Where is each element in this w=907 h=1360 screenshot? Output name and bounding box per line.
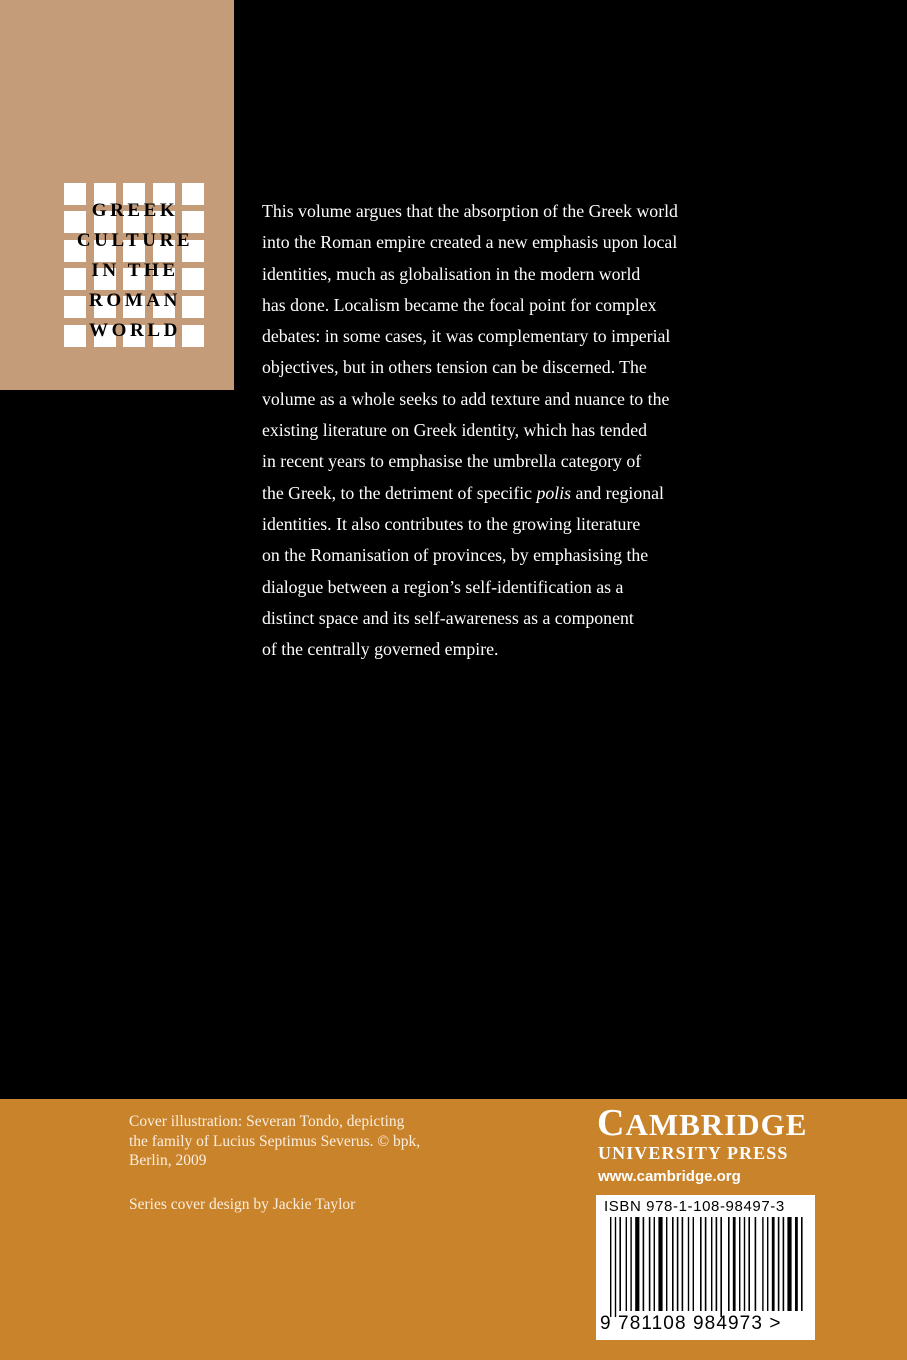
- barcode-digits: 9 781108 984973 >: [600, 1313, 782, 1334]
- blurb-line-part: the Greek, to the detriment of specific: [262, 482, 537, 503]
- publisher-initial: C: [597, 1102, 626, 1144]
- series-title-line: ROMAN: [89, 290, 181, 311]
- barcode-bar: [649, 1217, 651, 1311]
- barcode-bar: [700, 1217, 702, 1311]
- publisher-url: www.cambridge.org: [598, 1168, 741, 1185]
- blurb-line: on the Romanisation of provinces, by emphasising the: [262, 545, 649, 566]
- barcode-bar: [716, 1217, 718, 1311]
- blurb-line: dialogue between a region’s self-identification as a: [262, 576, 624, 597]
- barcode-bar: [783, 1217, 785, 1311]
- series-title: [64, 196, 206, 346]
- barcode-bar: [693, 1217, 694, 1311]
- blurb-line: identities, much as globalisation in the modern world: [262, 263, 641, 284]
- publisher-name-rest: AMBRIDGE: [625, 1107, 808, 1142]
- cover-credits: [129, 1112, 489, 1214]
- blurb-line: into the Roman empire created a new emphasis upon local: [262, 232, 678, 253]
- barcode-bar: [626, 1217, 627, 1311]
- barcode-bar: [801, 1217, 803, 1311]
- barcode-bar: [672, 1217, 674, 1311]
- blurb-line: volume as a whole seeks to add texture and nuance to the: [262, 388, 670, 409]
- publisher-subtitle: UNIVERSITY PRESS: [598, 1143, 789, 1163]
- blurb-line: distinct space and its self-awareness as a component: [262, 607, 634, 628]
- barcode-bar: [705, 1217, 707, 1311]
- blurb-line: has done. Localism became the focal point for complex: [262, 294, 657, 315]
- barcode-bar: [795, 1217, 798, 1311]
- series-logo-block: [0, 0, 234, 390]
- barcode-bar: [682, 1217, 684, 1311]
- barcode-bar: [744, 1217, 745, 1311]
- design-credit: Series cover design by Jackie Taylor: [129, 1195, 356, 1213]
- barcode-bar: [762, 1217, 763, 1311]
- blurb-line-part: and regional: [571, 482, 664, 503]
- barcode-bar: [778, 1217, 780, 1311]
- barcode-bar: [630, 1217, 631, 1311]
- blurb-line: of the centrally governed empire.: [262, 639, 499, 660]
- isbn-label: ISBN 978-1-108-98497-3: [604, 1198, 785, 1215]
- illustration-credit-line: the family of Lucius Septimus Severus. © bpk,: [129, 1132, 421, 1150]
- publisher-name: [597, 1103, 837, 1145]
- barcode-bar: [767, 1217, 768, 1311]
- barcode-bar: [748, 1217, 750, 1311]
- barcode-bar: [739, 1217, 740, 1311]
- barcode-bar: [755, 1217, 757, 1311]
- barcode-bar: [772, 1217, 775, 1311]
- barcode-bar: [635, 1217, 639, 1311]
- blurb-line: [262, 478, 732, 509]
- series-title-line: CULTURE: [76, 230, 194, 251]
- blurb-text: [262, 196, 732, 665]
- barcode-bar: [615, 1217, 616, 1317]
- blurb-line: identities. It also contributes to the growing literature: [262, 513, 641, 534]
- barcode-bar: [728, 1217, 730, 1311]
- blurb-italic-polis: polis: [536, 482, 572, 503]
- blurb-line: existing literature on Greek identity, which has tended: [262, 420, 647, 441]
- series-title-line: WORLD: [89, 320, 181, 341]
- barcode-box: [596, 1195, 815, 1340]
- barcode-bar: [733, 1217, 736, 1311]
- barcode-bar: [654, 1217, 655, 1311]
- barcode-bar: [677, 1217, 679, 1311]
- illustration-credit-line: Berlin, 2009: [129, 1152, 207, 1169]
- illustration-credit-line: Cover illustration: Severan Tondo, depicting: [129, 1113, 405, 1130]
- blurb-line: in recent years to emphasise the umbrella category of: [262, 451, 642, 472]
- blurb-line: debates: in some cases, it was complementary to imperial: [262, 326, 671, 347]
- barcode-bar: [619, 1217, 621, 1311]
- barcode-bar: [666, 1217, 667, 1311]
- barcode-bar: [787, 1217, 791, 1311]
- series-title-line: IN THE: [91, 260, 179, 281]
- blurb-line: This volume argues that the absorption of the Greek world: [262, 201, 678, 221]
- blurb-line: objectives, but in others tension can be discerned. The: [262, 357, 647, 378]
- series-title-line: GREEK: [91, 200, 179, 221]
- barcode-bar: [720, 1217, 722, 1317]
- barcode-bar: [643, 1217, 645, 1311]
- barcode-bar: [610, 1217, 611, 1317]
- barcode-bar: [711, 1217, 712, 1311]
- barcode-bar: [658, 1217, 662, 1311]
- barcode-bar: [688, 1217, 689, 1311]
